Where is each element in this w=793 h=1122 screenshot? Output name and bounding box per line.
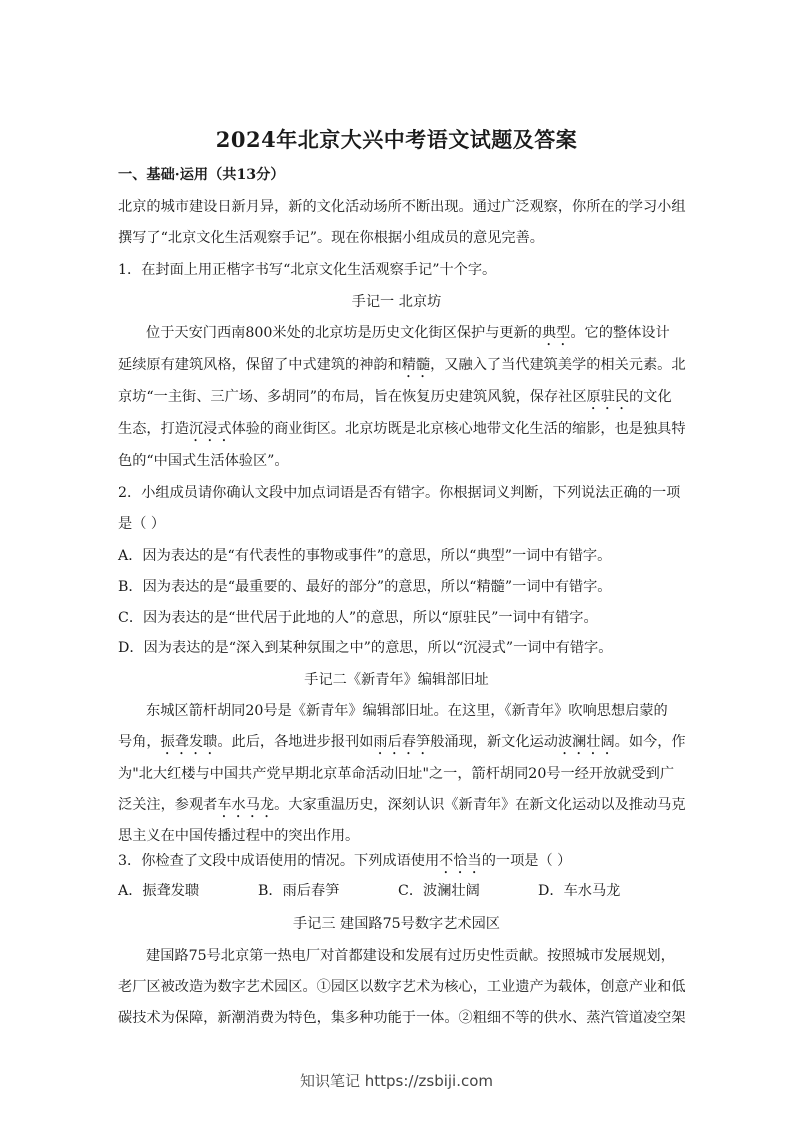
note-3-title: 手记三 建国路75号数字艺术园区 <box>292 916 500 932</box>
note-1-paragraph-line: 京坊“一主街、三广场、多胡同”的布局，旨在恢复历史建筑风貌，保存社区原驻民的文化 <box>118 389 672 405</box>
note-1-title: 手记一 北京坊 <box>351 294 442 310</box>
dotted-word: 不恰当 <box>439 853 482 869</box>
note-1-paragraph-line: 色的“中国式生活体验区”。 <box>118 453 289 469</box>
q2-option-b: B．因为表达的是“最重要的、最好的部分”的意思，所以“精髓”一词中有错字。 <box>118 579 612 595</box>
question-2-blank: 是（ ） <box>118 516 166 532</box>
note-3-paragraph-line: 建国路75号北京第一热电厂对首都建设和发展有过历史性贡献。按照城市发展规划， <box>146 948 675 964</box>
section-heading: 一、基础·运用（共13分） <box>118 167 285 183</box>
note-2-title: 手记二《新青年》编辑部旧址 <box>304 672 489 688</box>
q3-option-c: C．波澜壮阔 <box>398 883 480 899</box>
note-1-paragraph-line: 生态，打造沉浸式体验的商业街区。北京坊既是北京核心地带文化生活的缩影，也是独具特 <box>118 421 686 437</box>
note-2-paragraph-line: 思主义在中国传播过程中的突出作用。 <box>118 828 360 844</box>
note-3-paragraph-line: 老厂区被改造为数字艺术园区。①园区以数字艺术为核心，工业遗产为载体，创意产业和低 <box>118 979 686 995</box>
q3-options <box>118 881 683 901</box>
q3-option-a: A．振聋发聩 <box>118 883 200 899</box>
intro-line-1: 北京的城市建设日新月异，新的文化活动场所不断出现。通过广泛观察，你所在的学习小组 <box>118 199 686 215</box>
dotted-word: 原驻民 <box>586 389 630 405</box>
note-2-paragraph-line: 为"北大红楼与中国共产党早期北京革命活动旧址"之一，箭杆胡同20号一经开放就受到广 <box>118 766 675 782</box>
page-title: 2024年北京大兴中考语文试题及答案 <box>215 127 578 152</box>
dotted-word: 雨后春笋 <box>373 734 431 750</box>
dotted-word: 振聋发聩 <box>160 734 218 750</box>
q2-option-d: D．因为表达的是“深入到某种氛围之中”的意思，所以“沉浸式”一词中有错字。 <box>118 640 613 656</box>
note-2-paragraph-line: 东城区箭杆胡同20号是《新青年》编辑部旧址。在这里，《新青年》吹响思想启蒙的 <box>146 703 668 719</box>
dotted-word: 波澜壮阔 <box>557 734 615 750</box>
q3-option-b: B．雨后春笋 <box>258 883 340 899</box>
dotted-word: 精髓 <box>401 357 431 373</box>
question-3: 3．你检查了文段中成语使用的情况。下列成语使用不恰当的一项是（ ） <box>118 853 572 869</box>
note-2-paragraph-line: 号角，振聋发聩。此后，各地进步报刊如雨后春笋般涌现，新文化运动波澜壮阔。如今，作 <box>118 734 686 750</box>
footer-watermark: 知识笔记 https://zsbiji.com <box>299 1072 494 1090</box>
question-1: 1．在封面上用正楷字书写“北京文化生活观察手记”十个字。 <box>118 262 497 278</box>
intro-line-2: 撰写了“北京文化生活观察手记”。现在你根据小组成员的意见完善。 <box>118 230 544 246</box>
note-1-paragraph-line: 延续原有建筑风格，保留了中式建筑的神韵和精髓，又融入了当代建筑美学的相关元素。北 <box>118 357 686 373</box>
dotted-word: 典型 <box>541 325 571 341</box>
q2-option-c: C．因为表达的是“世代居于此地的人”的意思，所以“原驻民”一词中有错字。 <box>118 610 598 626</box>
note-2-paragraph-line: 泛关注，参观者车水马龙。大家重温历史，深刻认识《新青年》在新文化运动以及推动马克 <box>118 797 686 813</box>
note-1-paragraph-line: 位于天安门西南800米处的北京坊是历史文化街区保护与更新的典型。它的整体设计 <box>146 325 670 341</box>
question-2: 2．小组成员请你确认文段中加点词语是否有错字。你根据词义判断，下列说法正确的一项 <box>118 485 681 501</box>
q3-option-d: D．车水马龙 <box>538 883 621 899</box>
dotted-word: 沉浸式 <box>188 421 232 437</box>
note-3-paragraph-line: 碳技术为保障，新潮消费为特色，集多种功能于一体。②粗细不等的供水、蒸汽管道凌空架 <box>118 1010 686 1026</box>
dotted-word: 车水马龙 <box>217 797 275 813</box>
q2-option-a: A．因为表达的是“有代表性的事物或事件”的意思，所以“典型”一词中有错字。 <box>118 548 612 564</box>
